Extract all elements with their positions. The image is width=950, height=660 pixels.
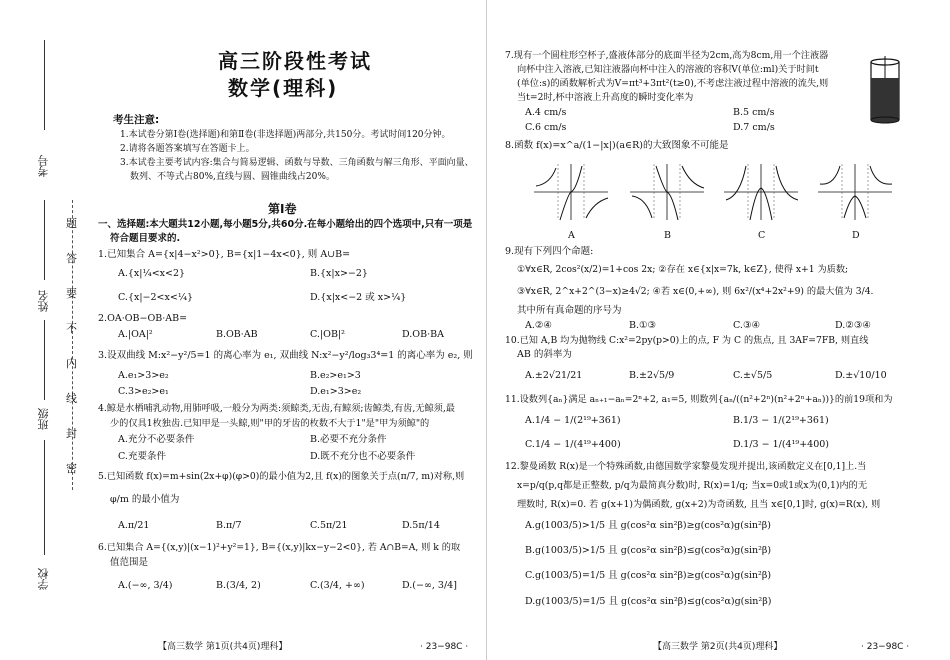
question-3-option-d: D.e₁>3>e₂ <box>310 386 362 397</box>
question-10-option-a: A.±2√21/21 <box>525 370 583 381</box>
section-instruction-2: 符合题目要求的. <box>110 233 181 244</box>
question-12-option-d: D.g(1003/5)=1/5 且 g(cos²α sin²β)≤g(cos²α)g(sin²β) <box>525 596 772 607</box>
name-label: 姓名 <box>37 290 50 312</box>
question-9-option-b: B.①③ <box>629 320 657 331</box>
question-5-stem: 5.已知函数 f(x)=m+sin(2x+φ)(φ>0)的最小值为2,且 f(x)的图象关于点(π/7, m)对称,则 <box>98 471 465 482</box>
question-10-stem-2: AB 的斜率为 <box>517 349 572 360</box>
question-4-option-a: A.充分不必要条件 <box>118 434 195 445</box>
notice-item: 1.本试卷分第Ⅰ卷(选择题)和第Ⅱ卷(非选择题)两部分,共150分。考试时间120分钟。 <box>120 130 451 140</box>
question-10-option-c: C.±√5/5 <box>733 370 773 381</box>
question-1-option-b: B.{x|x>−2} <box>310 268 368 279</box>
notice-heading: 考生注意: <box>113 114 160 126</box>
question-3-option-a: A.e₁>3>e₂ <box>118 370 169 381</box>
question-10-option-b: B.±2√5/9 <box>629 370 675 381</box>
question-5-option-c: C.5π/21 <box>310 520 348 531</box>
question-2-option-b: B.OB·AB <box>216 329 258 340</box>
question-12-stem-2: x=p/q(p,q都是正整数, p/q为最简真分数)时, R(x)=1/q; 当x=0或1或x为(0,1)内的无 <box>517 480 868 491</box>
question-5-stem-2: φ/m 的最小值为 <box>110 494 180 505</box>
question-2-option-a: A.|OA|² <box>118 329 153 340</box>
exam-subtitle: 数学(理科) <box>228 76 339 100</box>
seal-char: 封 <box>66 427 77 440</box>
seal-char: 内 <box>66 357 77 370</box>
question-11-option-c: C.1/4 − 1/(4¹⁹+400) <box>525 439 621 450</box>
question-7-option-c: C.6 cm/s <box>525 122 567 133</box>
seal-char: 答 <box>66 252 77 265</box>
cylinder-cup-figure <box>868 56 902 126</box>
question-7-stem: 7.现有一个圆柱形空杯子,盛液体部分的底面半径为2cm,高为8cm,用一个注液器 <box>505 50 829 61</box>
footer-left-code: · 23−98C · <box>420 642 469 652</box>
question-2-option-c: C.|OB|² <box>310 329 345 340</box>
school-line <box>44 440 45 555</box>
question-9-option-d: D.②③④ <box>835 320 871 331</box>
notice-item: 3.本试卷主要考试内容:集合与简易逻辑、函数与导数、三角函数与解三角形、平面向量、 <box>120 158 474 168</box>
question-1-stem: 1.已知集合 A={x|4−x²>0}, B={x|1−4x<0}, 则 A∪B= <box>98 249 351 260</box>
question-10-option-d: D.±√10/10 <box>835 370 887 381</box>
school-label: 学校 <box>37 568 50 590</box>
question-7-stem-3: (单位:s)的函数解析式为V=πt³+3πt²(t≥0),不考虑注液过程中溶液的流失,则 <box>517 78 829 89</box>
question-3-option-b: B.e₂>e₁>3 <box>310 370 361 381</box>
question-5-option-d: D.5π/14 <box>402 520 440 531</box>
question-12-stem: 12.黎曼函数 R(x)是一个特殊函数,由德国数学家黎曼发现并提出,该函数定义在[0,1]上.当 <box>505 461 867 472</box>
graph-option-a <box>532 162 610 222</box>
question-9-stem-3: ③∀x∈R, 2^x+2^(3−x)≥4√2; ④若 x∈(0,+∞), 则 6x²/(x⁴+2x²+9) 的最大值为 3/4. <box>517 286 874 297</box>
footer-right-code: · 23−98C · <box>861 642 910 652</box>
seal-dashed-line <box>72 200 73 490</box>
question-12-option-c: C.g(1003/5)=1/5 且 g(cos²α sin²β)≥g(cos²α)g(sin²β) <box>525 570 772 581</box>
question-8-stem: 8.函数 f(x)=x^a/(1−|x|)(a∈R)的大致图象不可能是 <box>505 140 729 151</box>
question-7-option-b: B.5 cm/s <box>733 107 775 118</box>
graph-label-c: C <box>758 230 766 241</box>
graph-option-b <box>628 162 706 222</box>
section-title: 第Ⅰ卷 <box>268 202 297 216</box>
graph-label-b: B <box>664 230 671 241</box>
exam-number-line <box>44 40 45 130</box>
column-divider <box>486 0 487 660</box>
question-3-stem: 3.设双曲线 M:x²−y²/5=1 的离心率为 e₁, 双曲线 N:x²−y²/log₃3⁴=1 的离心率为 e₂, 则 <box>98 350 473 361</box>
graph-option-c <box>722 162 800 222</box>
question-4-option-d: D.既不充分也不必要条件 <box>310 451 416 462</box>
question-12-stem-3: 理数时, R(x)=0. 若 g(x+1)为偶函数, g(x+2)为奇函数, 且当 x∈[0,1]时, g(x)=R(x), 则 <box>517 499 881 510</box>
seal-char: 题 <box>66 217 77 230</box>
footer-right-page: 【高三数学 第2页(共4页)理科】 <box>653 642 783 652</box>
question-6-option-c: C.(3/4, +∞) <box>310 580 365 591</box>
question-7-stem-4: 当t=2时,杯中溶液上升高度的瞬时变化率为 <box>517 92 694 103</box>
seal-char: 密 <box>66 462 77 475</box>
question-1-option-c: C.{x|−2<x<¼} <box>118 292 194 303</box>
question-9-option-c: C.③④ <box>733 320 760 331</box>
question-9-option-a: A.②④ <box>525 320 552 331</box>
question-7-stem-2: 向杯中注入溶液,已知注液器向杯中注入的溶液的容积V(单位:ml)关于时间t <box>517 64 819 75</box>
question-5-option-a: A.π/21 <box>118 520 150 531</box>
section-instruction: 一、选择题:本大题共12小题,每小题5分,共60分.在每小题给出的四个选项中,只有一项是 <box>98 219 473 230</box>
question-7-option-a: A.4 cm/s <box>525 107 567 118</box>
exam-number-label: 考号 <box>37 155 50 177</box>
question-2-option-d: D.OB·BA <box>402 329 444 340</box>
name-line <box>44 200 45 280</box>
question-12-option-b: B.g(1003/5)>1/5 且 g(cos²α sin²β)≤g(cos²α)g(sin²β) <box>525 545 772 556</box>
question-4-stem-2: 少的仅具1枚独齿.已知甲是一头鲸,则"甲的牙齿的枚数不大于1"是"甲为须鲸"的 <box>110 418 430 429</box>
class-line <box>44 320 45 400</box>
question-6-option-b: B.(3/4, 2) <box>216 580 261 591</box>
question-6-stem-2: 值范围是 <box>110 557 149 568</box>
question-11-option-a: A.1/4 − 1/(2¹⁹+361) <box>525 415 621 426</box>
seal-char: 要 <box>66 287 77 300</box>
question-11-stem: 11.设数列{aₙ}满足 aₙ₊₁−aₙ=2ⁿ+2, a₁=5, 则数列{aₙ/((n²+2ⁿ)(n²+2ⁿ+aₙ))}的前19项和为 <box>505 394 893 405</box>
notice-item: 数列、不等式占80%,直线与圆、圆锥曲线占20%。 <box>130 172 335 182</box>
question-4-option-b: B.必要不充分条件 <box>310 434 387 445</box>
graph-option-d <box>816 162 894 222</box>
exam-title: 高三阶段性考试 <box>218 49 372 73</box>
binding-margin <box>0 0 90 660</box>
question-4-option-c: C.充要条件 <box>118 451 166 462</box>
question-2-stem: 2.OA·OB−OB·AB= <box>98 313 188 324</box>
question-10-stem: 10.已知 A,B 均为抛物线 C:x²=2py(p>0)上的点, F 为 C 的焦点, 且 3AF=7FB, 则直线 <box>505 335 869 346</box>
question-9-stem: 9.现有下列四个命题: <box>505 246 594 257</box>
seal-char: 线 <box>66 392 77 405</box>
question-6-option-d: D.(−∞, 3/4] <box>402 580 457 591</box>
question-6-stem: 6.已知集合 A={(x,y)|(x−1)²+y²=1}, B={(x,y)|kx−y−2<0}, 若 A∩B=A, 则 k 的取 <box>98 542 461 553</box>
seal-char: 不 <box>66 322 77 335</box>
question-11-option-d: D.1/3 − 1/(4¹⁹+400) <box>733 439 829 450</box>
class-label: 班级 <box>37 408 50 430</box>
graph-label-a: A <box>568 230 575 241</box>
graph-label-d: D <box>852 230 860 241</box>
question-4-stem: 4.鲸是水栖哺乳动物,用肺呼吸,一般分为两类:须鲸类,无齿,有鲸须;齿鲸类,有齿,无鲸须,最 <box>98 403 455 414</box>
question-12-option-a: A.g(1003/5)>1/5 且 g(cos²α sin²β)≥g(cos²α)g(sin²β) <box>525 520 771 531</box>
notice-item: 2.请将各题答案填写在答题卡上。 <box>120 144 255 154</box>
question-1-option-a: A.{x|¼<x<2} <box>118 268 186 279</box>
question-6-option-a: A.(−∞, 3/4) <box>118 580 173 591</box>
question-7-option-d: D.7 cm/s <box>733 122 775 133</box>
question-1-option-d: D.{x|x<−2 或 x>¼} <box>310 292 407 303</box>
question-11-option-b: B.1/3 − 1/(2¹⁹+361) <box>733 415 829 426</box>
footer-left-page: 【高三数学 第1页(共4页)理科】 <box>158 642 288 652</box>
question-3-option-c: C.3>e₂>e₁ <box>118 386 169 397</box>
question-5-option-b: B.π/7 <box>216 520 242 531</box>
question-9-stem-2: ①∀x∈R, 2cos²(x/2)=1+cos 2x; ②存在 x∈{x|x=7k, k∈Z}, 使得 x+1 为质数; <box>517 264 849 275</box>
question-9-stem-4: 其中所有真命题的序号为 <box>517 305 622 316</box>
